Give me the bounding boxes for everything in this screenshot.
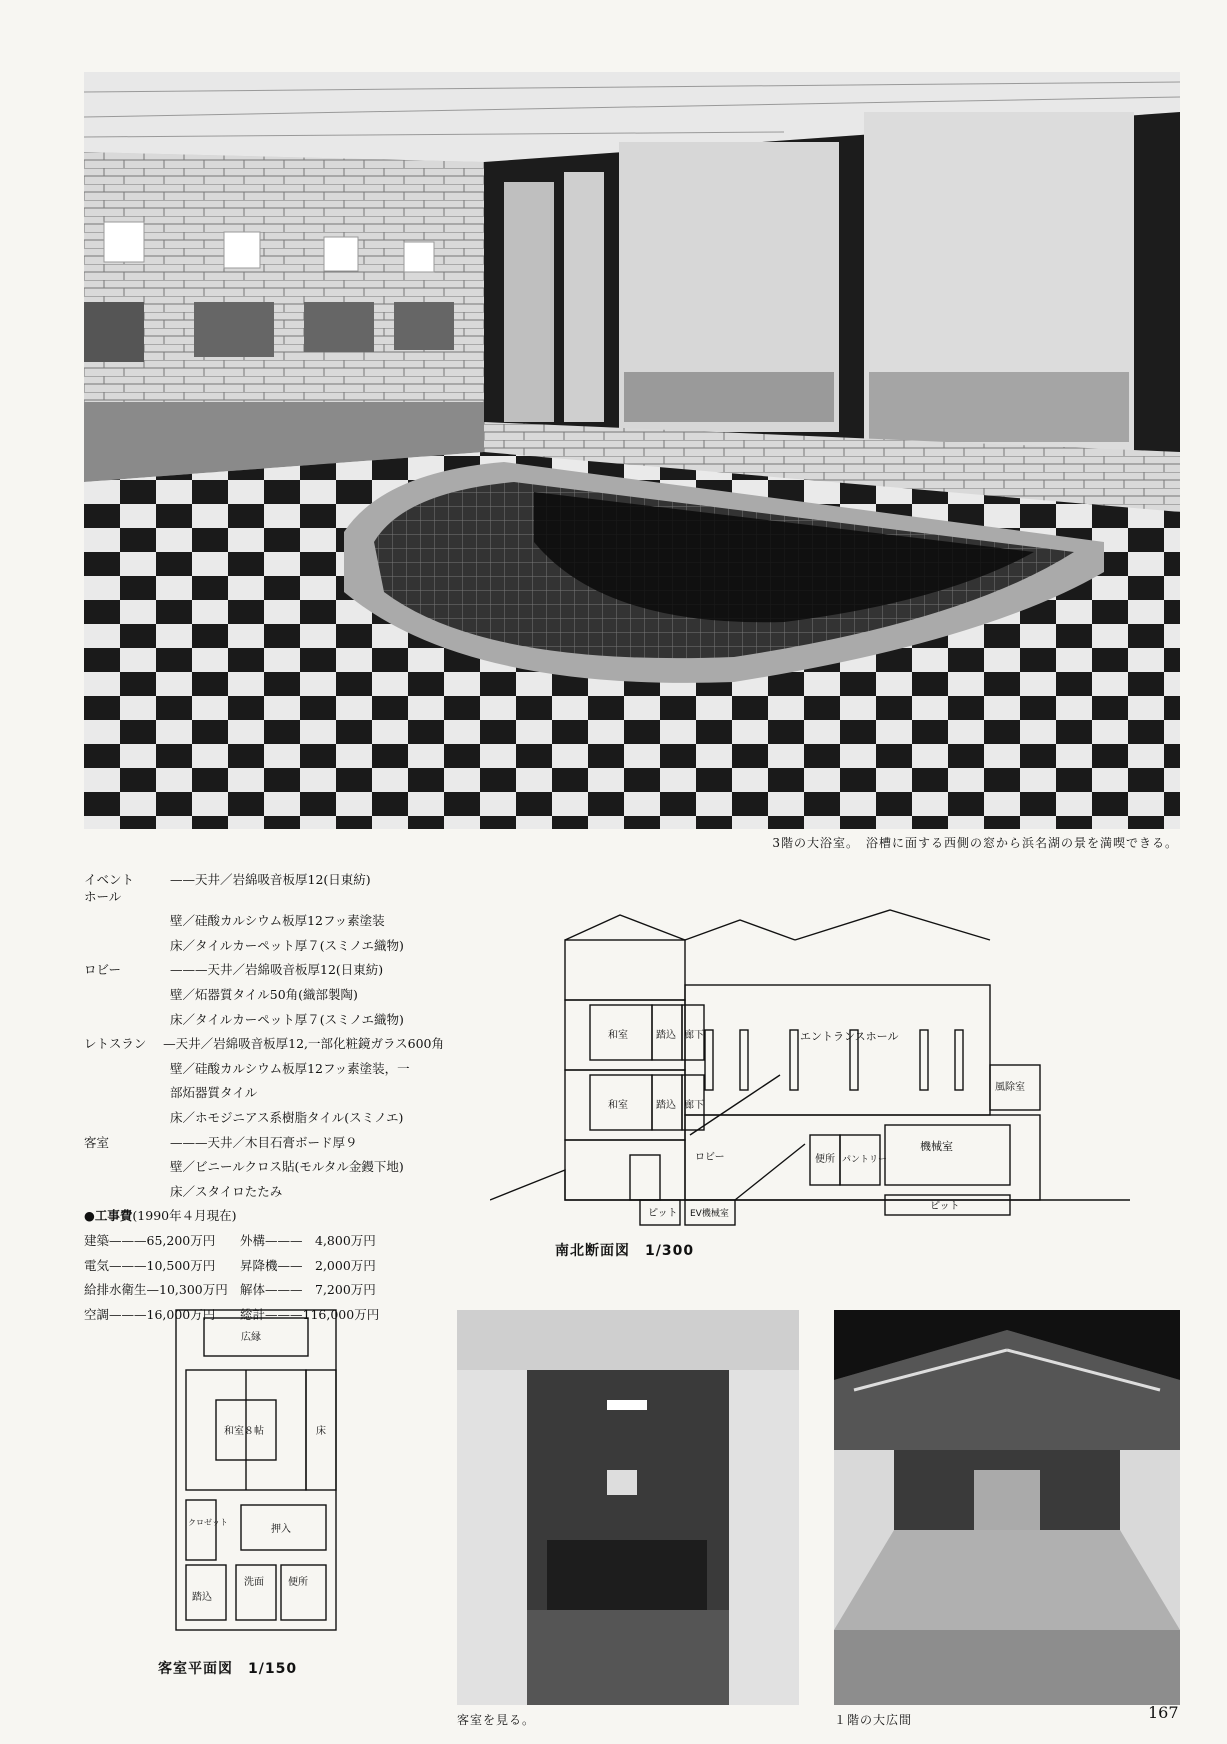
spec-label	[84, 983, 170, 1008]
spec-label	[84, 934, 170, 959]
spec-value	[170, 885, 444, 910]
banquet-hall-caption: １階の大広間	[834, 1713, 913, 1727]
spec-value: 壁／硅酸カルシウム板厚12フッ素塗装	[170, 913, 385, 929]
spec-label	[84, 1155, 170, 1180]
spec-value: ——天井／岩綿吸音板厚12(日東紡)	[170, 872, 371, 887]
cost-heading	[84, 1204, 444, 1229]
spec-value: 床／タイルカーペット厚７(スミノエ織物)	[170, 1011, 404, 1027]
spec-value: ———天井／木目石膏ボード厚９	[170, 1134, 358, 1150]
spec-label	[84, 1057, 170, 1082]
spec-label: ロビー	[84, 962, 122, 978]
spec-row	[84, 1057, 444, 1082]
spec-label	[84, 1081, 170, 1106]
spec-value: 床／タイルカーペット厚７(スミノエ織物)	[170, 937, 404, 953]
section-title: 南北断面図 1/300	[555, 1243, 695, 1259]
spec-label	[84, 909, 170, 934]
plan-label: 押入	[271, 1524, 291, 1535]
plan-label: 床	[316, 1426, 326, 1437]
cost-item: 建築———65,200万円	[84, 1232, 216, 1248]
section-label: 踏込	[656, 1100, 676, 1111]
guest-room-photo	[457, 1310, 799, 1705]
spec-row	[84, 885, 444, 910]
spec-label	[84, 1106, 170, 1131]
cost-item: 外構——— 4,800万円	[240, 1232, 376, 1248]
spec-label: イベント	[84, 872, 135, 887]
spec-row	[84, 1081, 444, 1106]
section-label: 風除室	[995, 1082, 1025, 1093]
spec-row	[84, 1106, 444, 1131]
guest-room-caption: 客室を見る。	[457, 1713, 536, 1727]
plan-title: 客室平面図 1/150	[158, 1661, 298, 1677]
plan-label: 和室８帖	[224, 1426, 264, 1437]
section-label: ロビー	[695, 1152, 725, 1163]
spec-label	[84, 1180, 170, 1205]
spec-row	[84, 909, 444, 934]
spec-label: 客室	[84, 1134, 110, 1150]
section-label: ピット	[930, 1201, 960, 1212]
spec-row	[84, 1032, 444, 1057]
section-label: 廊下	[684, 1100, 704, 1111]
spec-value: 床／スタイロたたみ	[170, 1183, 283, 1199]
spec-row	[84, 958, 444, 983]
spec-row	[84, 1180, 444, 1205]
page-number: 167	[1148, 1703, 1179, 1722]
section-label: 便所	[815, 1154, 835, 1165]
section-label: 機械室	[920, 1140, 953, 1153]
plan-label: 便所	[288, 1577, 308, 1588]
section-label: 和室	[608, 1030, 628, 1041]
spec-value: ———天井／岩綿吸音板厚12(日東紡)	[170, 962, 384, 978]
plan-label: 踏込	[192, 1592, 212, 1603]
room-plan-drawing	[146, 1300, 366, 1648]
spec-row	[84, 934, 444, 959]
spec-row	[84, 1155, 444, 1180]
spec-value: 部炻器質タイル	[170, 1085, 258, 1101]
cost-item: 空調———16,000万円	[84, 1306, 216, 1322]
banquet-hall-photo	[834, 1310, 1180, 1705]
cost-item: 解体——— 7,200万円	[240, 1282, 376, 1298]
spec-value: 床／ホモジニアス系樹脂タイル(スミノエ)	[170, 1109, 404, 1125]
cost-item: 電気———10,500万円	[84, 1257, 216, 1273]
spec-row	[84, 1131, 444, 1156]
plan-label: 洗面	[244, 1577, 264, 1588]
section-label: 廊下	[684, 1030, 704, 1041]
section-drawing	[490, 900, 1130, 1250]
bathroom-photo	[84, 72, 1180, 829]
section-label: 和室	[608, 1100, 628, 1111]
plan-label: クロゼット	[188, 1518, 228, 1527]
spec-text	[84, 868, 444, 1327]
spec-row	[84, 983, 444, 1008]
cost-title: ●工事費	[84, 1208, 133, 1224]
spec-label: ホール	[84, 888, 122, 904]
spec-row	[84, 1008, 444, 1033]
cost-note: (1990年４月現在)	[132, 1208, 237, 1224]
spec-value: —天井／岩綿吸音板厚12,一部化粧鏡ガラス600角	[163, 1036, 444, 1052]
cost-item: 総計———116,000万円	[240, 1306, 380, 1322]
section-label: ピット	[648, 1208, 678, 1219]
spec-value: 壁／硅酸カルシウム板厚12フッ素塗装，一	[170, 1060, 410, 1076]
section-label: エントランスホール	[800, 1030, 899, 1043]
cost-item: 昇降機—— 2,000万円	[240, 1257, 376, 1273]
plan-label: 広縁	[241, 1332, 261, 1343]
section-label: 踏込	[656, 1030, 676, 1041]
spec-label	[84, 1008, 170, 1033]
cost-item: 給排水衛生—10,300万円	[84, 1282, 228, 1298]
section-label: パントリー	[842, 1155, 888, 1165]
spec-value: 壁／炻器質タイル50角(織部製陶)	[170, 986, 358, 1002]
section-label: EV機械室	[690, 1209, 729, 1219]
hero-caption: 3階の大浴室。 浴槽に面する西側の窓から浜名湖の景を満喫できる。	[772, 836, 1178, 850]
spec-label: レトスラン	[84, 1036, 147, 1052]
spec-value: 壁／ビニールクロス貼(モルタル金鏝下地)	[170, 1159, 404, 1175]
